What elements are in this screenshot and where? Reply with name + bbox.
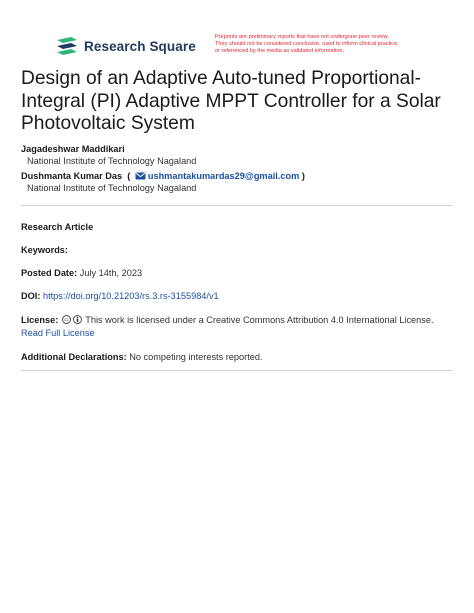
title-line: Design of an Adaptive Auto-tuned Proportional-	[21, 68, 422, 89]
doi	[21, 290, 461, 303]
title-line: Integral (PI) Adaptive MPPT Controller for a Solar	[21, 90, 441, 112]
author-list	[21, 143, 461, 197]
author-name: Jagadeshwar Maddikari	[21, 144, 125, 154]
creative-commons-icon	[62, 315, 71, 324]
open-paren: (	[127, 171, 131, 181]
additional-declarations	[21, 351, 461, 364]
license-text: This work is licensed under a Creative Commons Attribution 4.0 International License.	[85, 315, 434, 325]
declarations-value: No competing interests reported.	[129, 352, 263, 362]
author-name: Dushmanta Kumar Das	[21, 171, 123, 181]
title-line: Photovoltaic System	[21, 113, 195, 134]
svg-text:cc: cc	[64, 317, 69, 323]
keywords-label: Keywords:	[21, 245, 68, 255]
envelope-icon	[135, 172, 146, 180]
disclaimer-line: Preprints are preliminary reports that have not undergone peer review.	[215, 34, 389, 40]
author-email-group	[125, 171, 305, 181]
doi-label: DOI:	[21, 291, 41, 301]
divider	[21, 205, 453, 206]
article-type-label: Research Article	[21, 222, 94, 232]
disclaimer-line: or referenced by the media as validated information.	[215, 48, 345, 54]
preprint-disclaimer	[215, 34, 430, 55]
attribution-icon	[73, 315, 82, 324]
license	[21, 314, 461, 340]
research-square-logo-icon	[56, 36, 78, 56]
posted-date	[21, 267, 461, 280]
author-email-link[interactable]: ushmantakumardas29@gmail.com	[147, 171, 300, 181]
doi-link[interactable]: https://doi.org/10.21203/rs.3.rs-3155984/v1	[42, 291, 219, 301]
article-type	[21, 221, 461, 234]
declarations-label: Additional Declarations:	[21, 352, 127, 362]
license-label: License:	[21, 315, 59, 325]
disclaimer-line: They should not be considered conclusive, used to inform clinical practice,	[215, 41, 399, 47]
read-full-license-link[interactable]: Read Full License	[21, 328, 95, 338]
close-paren: )	[301, 171, 305, 181]
keywords	[21, 244, 461, 257]
logo-text: Research Square	[84, 38, 196, 54]
research-square-logo[interactable]	[56, 36, 196, 56]
divider	[21, 370, 453, 371]
paper-title	[21, 68, 461, 136]
posted-date-value: July 14th, 2023	[79, 268, 143, 278]
author-name-with-email	[21, 170, 461, 182]
posted-date-label: Posted Date:	[21, 268, 78, 278]
header	[56, 34, 436, 64]
author-affiliation: National Institute of Technology Nagaland	[27, 183, 197, 193]
author-affiliation: National Institute of Technology Nagaland	[27, 156, 197, 166]
